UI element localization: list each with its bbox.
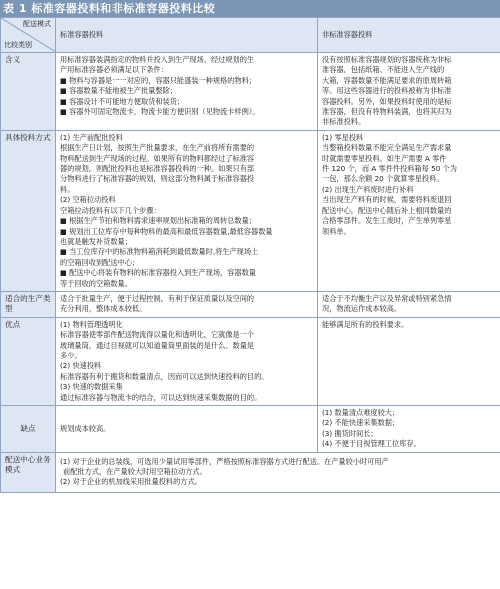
text-line: (2) 出现生产料废时进行补料 [322,184,414,194]
text-line: 没有按照标准容器规划的容器统称为非标 [322,55,452,64]
text-line: 通过标准容器与物流卡的结合，可以达到快速采集数据的目的。 [60,392,262,402]
text-line: ■ 根据生产节拍和物料需求速率规划出标准箱的周转总数量； [60,216,256,226]
text-line: 分物料进行了标准容器的规划，则这部分物料属于标准容器投 [60,174,255,184]
cell-center-mode [56,452,500,492]
text-line: (1) 物料管理透明化 [60,319,123,329]
table-title: 表 1 标准容器投料和非标准容器投料比较 [0,0,500,17]
table-row [1,406,500,453]
cell-meaning-standard [56,53,318,131]
text-line: 容器投料。另外，如果投料时使用的是标 [322,96,452,106]
table-row [1,452,500,492]
text-line: 准容器，包括纸箱、不能进入生产线的 [322,65,445,75]
text-line: (1) 生产前配批投料 [60,132,123,142]
cell-cons-nonstandard [318,406,500,453]
text-line: 玻璃量筒，通过目视就可以知道量筒里面装的是什么、数量是 [60,340,255,350]
text-line: 产用标准容器必须满足以下条件： [60,65,168,75]
text-line: 非标准投料。 [322,117,366,127]
text-line: 的空箱回收到配送中心； [60,257,140,267]
text-line: 能够满足所有的投料要求。 [322,319,409,329]
text-line: (4) 不便于目视管理工位库存。 [322,439,421,449]
corner-header-cell [1,18,56,53]
table-row [1,53,500,131]
text-line: (2) 不能快速采集数据； [322,418,400,428]
text-line: 根据生产日计划，按照生产批量要求，在生产前将所有需要的 [60,143,255,153]
cell-meaning-nonstandard [318,53,500,131]
comparison-table [0,17,500,493]
text-line: 也就是触发补货数量； [60,236,132,246]
row-head-pros: 优点 [1,317,56,405]
row-head-suitable: 适合的生产类型 [1,291,56,317]
text-line: 料。 [60,184,75,194]
text-line: 物料配送到生产现场的过程。如果所有的物料都经过了标准容 [60,153,255,163]
text-line: 标准容器使零部件配送物流得以量化和透明化，它就像是一个 [60,330,255,340]
text-line: ■ 物料与容器是一一对应的，容器只能盛装一种规格的物料； [60,75,256,85]
text-line: 大箱，容器数量不能满足要求的原周转箱 [322,75,452,85]
text-line: 况，物流运作成本较高。 [322,304,402,314]
text-line: 标准容器有利于搬货和数量清点，因而可以达到快速投料的目的。 [60,371,269,381]
text-line: 时就需要零星投料。如生产需要 A 零件 [322,153,447,163]
cell-suitable-standard [56,291,318,317]
text-line: 准容器，但没有将物料装满，也将其归为 [322,107,452,117]
text-line: (2) 对于企业的机加线采用批量投料的方式。 [60,477,202,487]
cell-pros-standard [56,317,318,405]
corner-top-label: 配送模式 [23,20,51,28]
table-row [1,317,500,405]
text-line: 空箱拉动投料有以下几个步骤： [60,205,161,215]
text-line: 充分利用，整体成本较低。 [60,304,147,314]
text-line: (2) 空箱拉动投料 [60,195,116,205]
table-row [1,291,500,317]
text-line: 件 120 个，而 A 零件件投料箱每 50 个为 [322,164,457,174]
text-line: 规划成本较高。 [60,423,111,433]
corner-bottom-label: 比较类别 [4,40,32,49]
text-line: 配送中心，配送中心随后补上相同数量的 [322,205,452,215]
text-line: 当整箱投料数量不能完全满足生产需求量 [322,143,452,153]
text-line: 领料单。 [322,226,351,236]
text-line: ■ 容器外可固定物流卡，物流卡能方便识别（见物流卡样例）。 [60,107,260,117]
text-line: 一包，那么余额 20 个就算零星投料。 [322,174,444,184]
cell-suitable-nonstandard [318,291,500,317]
table-row [1,130,500,291]
row-head-meaning: 含义 [1,53,56,131]
text-line: (2) 快速投料 [60,361,102,371]
row-head-method: 具体投料方式 [1,130,56,291]
text-line: (1) 数量清点难度较大； [322,408,400,417]
text-line: ■ 配送中心将装有物料的标准容器投入到生产现场，容器数量 [60,268,256,278]
cell-method-standard [56,130,318,291]
text-line: ■ 容器数量不能地被生产批量整除； [60,86,177,96]
row-head-center: 配送中心业务模式 [1,452,56,492]
text-line: (1) 对于企业的总装线，可选用少量试用零部件，严格按照标准容器方式进行配送。在产量较小时可用产 [60,456,389,466]
text-line: ■ 容器设计不可能地方便取货和装货； [60,96,185,106]
text-line: 用标准容器装满指定的物料并投入到生产现场。经过规划的生 [60,55,255,64]
text-line: ■ 当工位库存中的标准物料箱消耗到最低数量时,将生产现场上 [60,247,259,257]
text-line: 器的规划，则配批投料也是标准容器投料的一种。如果只有部 [60,164,255,174]
text-line: (1) 零星投料 [322,132,364,142]
cell-method-nonstandard [318,130,500,291]
text-line: 当出现生产料有的时候，需要将料废退回 [322,195,452,205]
text-line: 适合于不均衡生产以及异常或特别紧急情 [322,293,452,303]
col-header-standard: 标准容器投料 [56,18,318,53]
text-line: 前配批方式，在产量较大时用空箱拉动方式。 [63,467,207,477]
col-header-nonstandard: 非标准容器投料 [318,18,500,53]
text-line: (3) 搬货时间长； [322,428,378,438]
header-row [1,18,500,53]
cell-pros-nonstandard [318,317,500,405]
text-line: (3) 快速的数据采集 [60,382,123,392]
text-line: 合格零部件。发生工废时，产生单列零星 [322,216,452,226]
text-line: 适合于批量生产，便于过程控制，有利于保证质量以及空间的 [60,293,255,303]
row-head-cons: 缺点 [1,406,56,453]
text-line: ■ 规划出工位库存中每种物料的最高和最低容器数量,最低容器数量 [60,226,273,236]
cell-cons-standard [56,406,318,453]
text-line: 等于回收的空箱数量。 [60,278,132,288]
text-line: 等。用这些容器进行的投料被称为非标准 [322,86,452,96]
text-line: 多少。 [60,350,82,360]
